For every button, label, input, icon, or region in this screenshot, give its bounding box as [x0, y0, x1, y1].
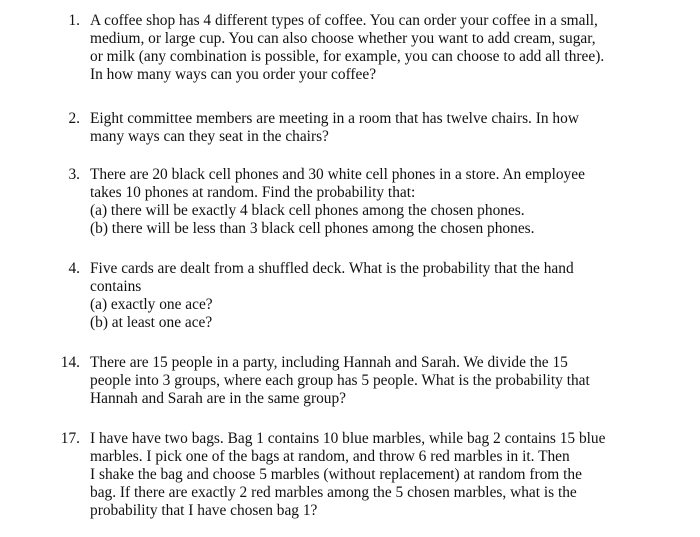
problem-number: 1. [68, 12, 80, 29]
problem-line: I shake the bag and choose 5 marbles (without replacement) at random from the [90, 466, 582, 483]
problem-text [90, 12, 690, 84]
problem-line: medium, or large cup. You can also choose whether you want to add cream, sugar, [90, 30, 596, 47]
problem-text [90, 166, 690, 238]
problem-line: or milk (any combination is possible, for example, you can choose to add all three). [90, 48, 605, 65]
problem-line: (b) at least one ace? [90, 314, 213, 331]
problem-line: people into 3 groups, where each group has 5 people. What is the probability that [90, 372, 590, 389]
problem-line: There are 20 black cell phones and 30 white cell phones in a store. An employee [90, 166, 585, 183]
problem-text [90, 260, 690, 332]
problem-line: bag. If there are exactly 2 red marbles among the 5 chosen marbles, what is the [90, 484, 577, 501]
problem-line: marbles. I pick one of the bags at random, and throw 6 red marbles in it. Then [90, 448, 570, 465]
problem-line: There are 15 people in a party, including Hannah and Sarah. We divide the 15 [90, 354, 568, 371]
problem-line: (a) exactly one ace? [90, 296, 213, 313]
problem-number: 17. [60, 430, 80, 447]
problem-line: Eight committee members are meeting in a room that has twelve chairs. In how [90, 110, 579, 127]
problem-text [90, 110, 690, 146]
problem-line: (b) there will be less than 3 black cell phones among the chosen phones. [90, 220, 535, 237]
problem-line: probability that I have chosen bag 1? [90, 502, 318, 519]
problem-number: 4. [68, 260, 80, 277]
problem-line: many ways can they seat in the chairs? [90, 128, 329, 145]
problem-line: takes 10 phones at random. Find the probability that: [90, 184, 416, 201]
problem-line: A coffee shop has 4 different types of coffee. You can order your coffee in a small, [90, 12, 598, 29]
problem-line: In how many ways can you order your coffee? [90, 66, 377, 83]
problem-text [90, 354, 690, 408]
problem-number: 3. [68, 166, 80, 183]
problem-number: 14. [60, 354, 80, 371]
problem-line: (a) there will be exactly 4 black cell phones among the chosen phones. [90, 202, 525, 219]
problem-line: contains [90, 278, 142, 295]
problem-line: Five cards are dealt from a shuffled deck. What is the probability that the hand [90, 260, 574, 277]
problem-number: 2. [68, 110, 80, 127]
problem-line: Hannah and Sarah are in the same group? [90, 390, 346, 407]
problem-line: I have have two bags. Bag 1 contains 10 blue marbles, while bag 2 contains 15 blue [90, 430, 606, 447]
problem-text [90, 430, 690, 520]
